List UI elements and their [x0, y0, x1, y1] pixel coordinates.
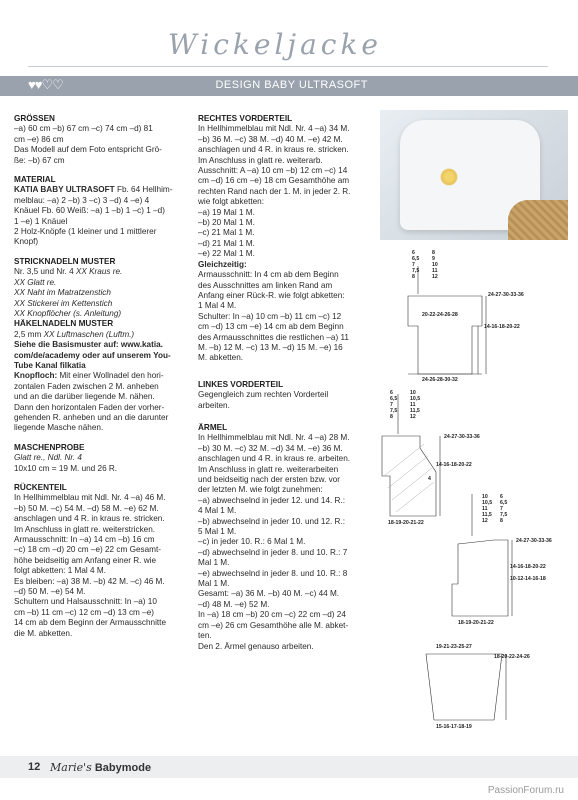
front-height-right: 24-27-30-33-36 [444, 434, 480, 440]
watermark: PassionForum.ru [487, 785, 564, 796]
text-line [14, 371, 186, 381]
back-height-mid: 14-16-18-20-22 [484, 324, 520, 330]
text-line: arbeiten. [198, 400, 230, 410]
text-line: Gegengleich zum rechten Vorderteil [198, 390, 329, 400]
back-piece-outline [408, 296, 482, 374]
brand-bold: Babymode [94, 762, 152, 774]
back-top-nums: 6 6,5 7 7,5 8 [412, 250, 420, 280]
sleeve-outline [426, 654, 502, 720]
text-line: liegende Masche nähen. [14, 423, 104, 433]
magazine-brand [50, 761, 151, 774]
text-line: –d) 48 M. –e) 52 M. [198, 599, 270, 609]
page-footer [0, 756, 578, 778]
pattern-schematics [372, 244, 572, 744]
text-line: In –a) 18 cm –b) 20 cm –c) 22 cm –d) 24 [198, 610, 346, 620]
text-line: –b) 30 M. –c) 32 M. –d) 34 M. –e) 36 M. [198, 443, 343, 453]
text-line: M. abketten. [198, 353, 244, 363]
text-line: Siehe die Basismuster auf: www.katia. [14, 340, 163, 350]
text-line: gehenden R. anheben und an die darunter [14, 412, 169, 422]
text-line: zontalen Faden zwischen 2 M. anheben [14, 381, 159, 391]
text-line: –e) abwechselnd in jeder 8. und 10. R.: 8 [198, 568, 348, 578]
heading-groessen: GRÖSSEN [14, 114, 55, 123]
text-line [14, 330, 186, 340]
text-line: cm –b) 11 cm –c) 12 cm –d) 13 cm –e) [14, 607, 154, 617]
front-top-nums2: 10 10,5 11 11,5 12 [410, 390, 421, 420]
text-line: 4 Mal 1 M. [198, 506, 237, 516]
text-line: Armausschnitt: In –a) 14 cm –b) 16 cm [14, 535, 155, 545]
basket-image [508, 200, 568, 240]
text: Mit einer Wollnadel den hori- [57, 371, 164, 381]
text-line: com/de/academy oder auf unserem You- [14, 350, 171, 360]
text-line: folgt abketten: 1 Mal 4 M. [14, 566, 106, 576]
heading-stricknadeln: STRICKNADELN MUSTER [14, 256, 116, 266]
front2-top-nums: 10 10,5 11 11,5 12 [482, 494, 493, 524]
text-line: 1 –e) 1 Knäuel [14, 216, 68, 226]
text-line: Den 2. Ärmel genauso arbeiten. [198, 641, 314, 651]
heading-linkes-vorderteil: LINKES VORDERTEIL [198, 379, 284, 389]
text-line: Glatt re., Ndl. Nr. 4 [14, 453, 82, 463]
text-line: Ausschnitt: A –a) 10 cm –b) 12 cm –c) 14 [198, 166, 348, 176]
hook-size: 2,5 mm [14, 329, 42, 339]
text-line: –a) 19 Mal 1 M. [198, 207, 255, 217]
front2-height-mid: 14-16-18-20-22 [510, 564, 546, 570]
text-line: 1 Mal 4 M. [198, 301, 237, 311]
yarn-color: Fb. 64 Hellhim- [114, 185, 173, 195]
text-line: Schulter: In –a) 10 cm –b) 11 cm –c) 12 [198, 311, 342, 321]
label: Knopfloch: [14, 371, 58, 381]
flower-icon [440, 168, 458, 186]
text-line: der letzten M. wie folgt zunehmen: [198, 485, 323, 495]
text-line: ten. [198, 631, 212, 641]
text-line [14, 185, 186, 195]
text-line: rechten Rand nach der 1. M. in jeder 2. R. [198, 186, 351, 196]
text-line: cm –e) 26 cm Gesamthöhe alle M. abket- [198, 620, 349, 630]
front-top-nums: 6 6,5 7 7,5 8 [390, 390, 398, 420]
text-line: –a) 60 cm –b) 67 cm –c) 74 cm –d) 81 [14, 124, 153, 134]
page-number: 12 [28, 761, 41, 773]
text-line: und an die darüber liegende M. nähen. [14, 392, 155, 402]
text-line: –b) 20 Mal 1 M. [198, 218, 255, 228]
text-line: Im Anschluss in glatt re. weiterarb. [198, 155, 323, 165]
front2-piece-outline [452, 540, 508, 616]
text-line: Knopf) [14, 237, 39, 247]
column-middle [198, 114, 372, 652]
pattern: XX Luftmaschen (Luftm.) [41, 329, 135, 339]
text-line: Das Modell auf dem Foto entspricht Grö- [14, 145, 162, 155]
text-line: Dann den horizontalen Faden der vorher- [14, 402, 165, 412]
text-line: wie folgt abketten: [198, 197, 264, 207]
heading-aermel: ÄRMEL [198, 422, 228, 432]
text-line: cm –e) 86 cm [14, 134, 64, 144]
text-line: XX Glatt re. [14, 277, 57, 287]
back-height-right: 24-27-30-33-36 [488, 292, 524, 298]
text-line: Im Anschluss in glatt re. weiterarbeiten [198, 464, 339, 474]
text-line: –c) 18 cm –d) 20 cm –e) 22 cm Gesamt- [14, 545, 161, 555]
text-line: Mal 1 M. [198, 558, 230, 568]
text-line: cm –d) 13 cm –e) 14 cm ab dem Beginn [198, 322, 344, 332]
text-line: –a) abwechselnd in jeder 12. und 14. R.: [198, 495, 346, 505]
text-line: –b) abwechselnd in jeder 10. und 12. R.: [198, 516, 346, 526]
text-line: M. –b) 12 M. –c) 13 M. –d) 15 M. –e) 16 [198, 342, 343, 352]
text-line: In Hellhimmelblau mit Ndl. Nr. 4 –a) 34 M. [198, 124, 350, 134]
front-small: 4 [428, 476, 431, 482]
text-line: Knäuel Fb. 60 Weiß: –a) 1 –b) 1 –c) 1 –d) [14, 206, 165, 216]
text-line: –c) 21 Mal 1 M. [198, 228, 255, 238]
text-line: 2 Holz-Knöpfe (1 kleiner und 1 mittlerer [14, 227, 157, 237]
text-line: –c) in jeder 10. R.: 6 Mal 1 M. [198, 537, 306, 547]
text-line: Tube Kanal filkatia [14, 360, 86, 370]
text-line: cm –d) 16 cm –e) 18 cm Gesamthöhe am [198, 176, 350, 186]
text-line: XX Stickerei im Kettenstich [14, 298, 113, 308]
text-line: Gleichzeitig: [198, 259, 247, 269]
text-line: 5 Mal 1 M. [198, 527, 237, 537]
text-line: Anfang einer Rück-R. wie folgt abketten: [198, 290, 345, 300]
text-line: 14 cm ab dem Beginn der Armausschnitte [14, 618, 167, 628]
text-line: XX Naht im Matratzenstich [14, 288, 111, 298]
text-line: die M. abketten. [14, 628, 73, 638]
text-line: In Hellhimmelblau mit Ndl. Nr. 4 –a) 46 M. [14, 493, 166, 503]
text-line: höhe beidseitig am Anfang einer R. wie [14, 555, 157, 565]
hearts-icon: ♥♥♡♡ [28, 77, 63, 92]
sleeve-width-top: 19-21-23-25-27 [436, 644, 472, 650]
title-divider [28, 66, 548, 67]
back-top-nums2: 8 9 10 11 12 [432, 250, 438, 280]
back-width-bottom: 24-26-28-30-32 [422, 377, 458, 383]
text-line: –b) 36 M. –c) 38 M. –d) 40 M. –e) 42 M. [198, 134, 343, 144]
needle-size: Nr. 3,5 und Nr. 4 [14, 267, 74, 277]
text-line: –d) 50 M. –e) 54 M. [14, 587, 86, 597]
front-height-mid: 14-16-18-20-22 [436, 462, 472, 468]
text-line [14, 267, 186, 277]
back-width-top: 20-22-24-26-28 [422, 312, 458, 318]
text-line: Es bleiben: –a) 38 M. –b) 42 M. –c) 46 M. [14, 576, 165, 586]
text-line: Schultern und Halsausschnitt: In –a) 10 [14, 597, 157, 607]
yarn-name: KATIA BABY ULTRASOFT [14, 185, 115, 195]
text-line: und beidseitig nach der ersten bzw. vor [198, 475, 341, 484]
heading-haekelnadeln: HÄKELNADELN MUSTER [14, 319, 114, 329]
text-line: 10x10 cm = 19 M. und 26 R. [14, 463, 118, 473]
text-line: des Armausschnittes die restlichen –a) 11 [198, 332, 349, 342]
heading-rueckenteil: RÜCKENTEIL [14, 483, 67, 492]
heading-material: MATERIAL [14, 175, 56, 185]
text-line: anschlagen und 4 R. in kraus re. stricken. [14, 514, 165, 524]
design-banner [0, 76, 578, 96]
heading-rechtes-vorderteil: RECHTES VORDERTEIL [198, 114, 293, 123]
text-line: In Hellhimmelblau mit Ndl. Nr. 4 –a) 28 M. [198, 433, 350, 443]
text-line: Im Anschluss in glatt re. weiterstricken. [14, 524, 156, 534]
text-line: ße: –b) 67 cm [14, 155, 65, 165]
heading-maschenprobe: MASCHENPROBE [14, 442, 85, 452]
front2-top-nums2: 6 6,5 7 7,5 8 [500, 494, 508, 524]
page-title: Wickeljacke [167, 28, 382, 61]
text-line: Gesamt: –a) 36 M. –b) 40 M. –c) 44 M. [198, 589, 340, 599]
column-left [14, 114, 186, 639]
front2-width-bottom: 18-19-20-21-22 [458, 620, 494, 626]
front-width-bottom: 18-19-20-21-22 [388, 520, 424, 526]
text-line: Armausschnitt: In 4 cm ab dem Beginn [198, 270, 339, 280]
brand-script: Marie's [50, 761, 92, 774]
front2-height-right: 24-27-30-33-36 [516, 538, 552, 544]
text-line: –e) 22 Mal 1 M. [198, 249, 255, 259]
pattern: XX Kraus re. [73, 267, 123, 277]
text-line: –d) abwechselnd in jeder 8. und 10. R.: 7 [198, 547, 348, 557]
text-line: –d) 21 Mal 1 M. [198, 238, 255, 248]
text-line: –b) 50 M. –c) 54 M. –d) 58 M. –e) 62 M. [14, 503, 159, 513]
text-line: melblau: –a) 2 –b) 3 –c) 3 –d) 4 –e) 4 [14, 195, 150, 205]
text-line: anschlagen und 4 R. in kraus re. stricken. [198, 145, 349, 155]
front2-height-low: 10-12-14-16-18 [510, 576, 546, 582]
sleeve-height: 18-20-22-24-26 [494, 654, 530, 660]
text-line: des Ausschnittes am linken Rand am [198, 280, 333, 290]
sleeve-width-bottom: 15-16-17-18-19 [436, 724, 472, 730]
product-photo [380, 110, 568, 240]
text-line: XX Knopflöcher (s. Anleitung) [14, 308, 122, 318]
text-line: anschlagen und 4 R. in kraus re. arbeiten. [198, 454, 351, 464]
text-line: Mal 1 M. [198, 579, 230, 589]
banner-text: DESIGN BABY ULTRASOFT [215, 79, 368, 91]
schematic-diagrams [372, 244, 572, 744]
